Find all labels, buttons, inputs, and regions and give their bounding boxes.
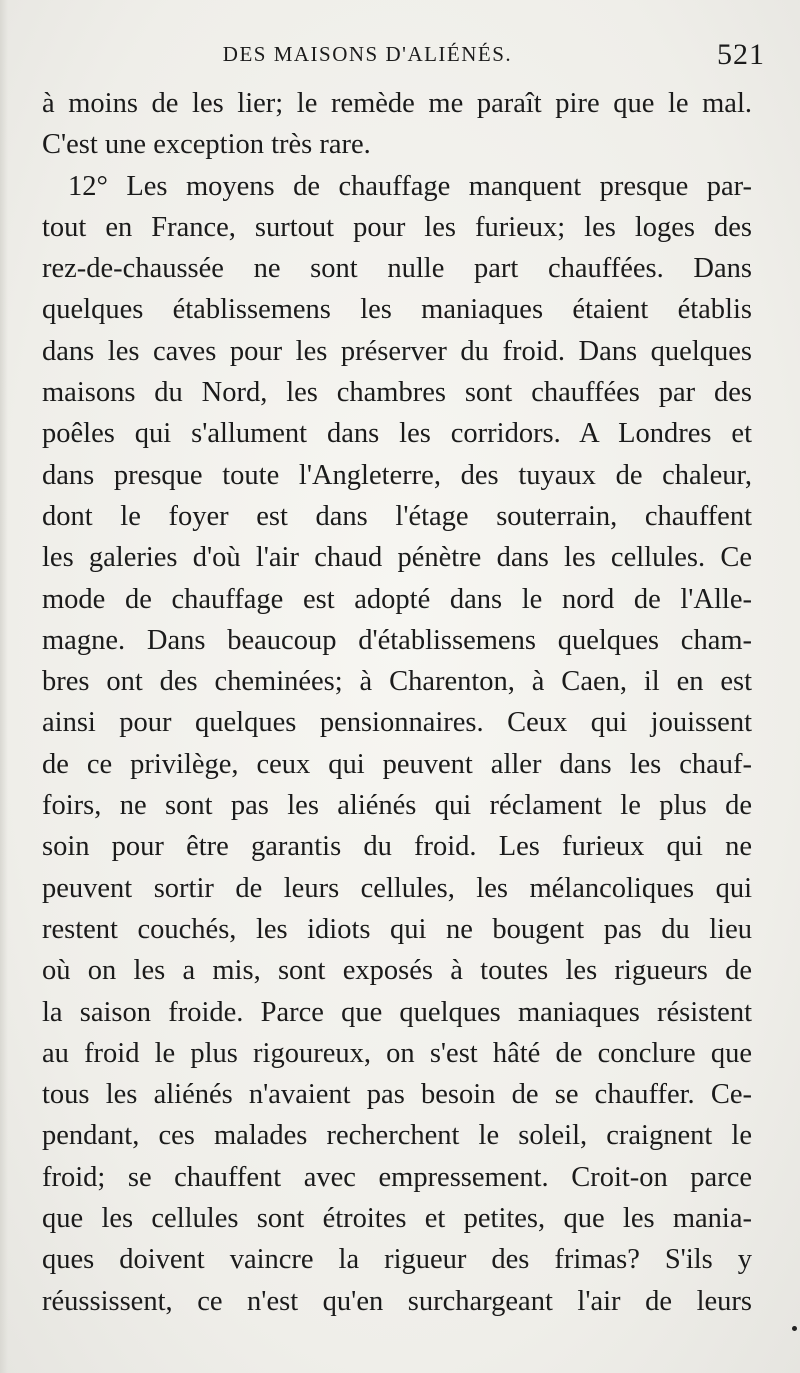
text-line: la saison froide. Parce que quelques maniaques résistent [42,996,752,1028]
text-line: bres ont des cheminées; à Charenton, à Caen, il en est [42,666,752,698]
page-edge-shadow [0,0,8,1373]
text-line: soin pour être garantis du froid. Les furieux qui ne [42,831,752,863]
text-line: C'est une exception très rare. [42,129,371,161]
text-line: que les cellules sont étroites et petites, que les mania- [42,1203,752,1235]
page-number: 521 [717,38,765,71]
text-line: poêles qui s'allument dans les corridors. A Londres et [42,418,752,450]
text-line: dont le foyer est dans l'étage souterrain, chauffent [42,500,752,532]
text-line: tout en France, surtout pour les furieux; les loges des [42,211,752,243]
text-line: froid; se chauffent avec empressement. Croit-on parce [42,1161,752,1193]
text-line: quelques établissemens les maniaques étaient établis [42,294,752,326]
text-line: dans presque toute l'Angleterre, des tuyaux de chaleur, [42,459,752,491]
text-line: réussissent, ce n'est qu'en surchargeant l'air de leurs [42,1285,752,1317]
text-line: magne. Dans beaucoup d'établissemens quelques cham- [42,624,752,656]
text-line: peuvent sortir de leurs cellules, les mélancoliques qui [42,872,752,904]
text-line: maisons du Nord, les chambres sont chauffées par des [42,377,752,409]
text-line: foirs, ne sont pas les aliénés qui réclament le plus de [42,790,752,822]
running-title: DES MAISONS D'ALIÉNÉS. [222,42,513,66]
page-header [40,38,765,74]
body-text [42,83,752,1322]
text-line: où on les a mis, sont exposés à toutes les rigueurs de [42,955,752,987]
text-line: mode de chauffage est adopté dans le nord de l'Alle- [42,583,752,615]
text-line: au froid le plus rigoureux, on s'est hâté de conclure que [42,1037,752,1069]
text-line: de ce privilège, ceux qui peuvent aller dans les chauf- [42,748,752,780]
text-line: rez-de-chaussée ne sont nulle part chauffées. Dans [42,253,752,285]
paragraph-start-line: 12° Les moyens de chauffage manquent presque par- [68,170,752,202]
ink-speck [792,1326,797,1331]
text-line: les galeries d'où l'air chaud pénètre dans les cellules. Ce [42,542,752,574]
text-line: dans les caves pour les préserver du froid. Dans quelques [42,335,752,367]
text-line: à moins de les lier; le remède me paraît pire que le mal. [42,88,752,119]
text-line: ainsi pour quelques pensionnaires. Ceux qui jouissent [42,707,752,739]
text-line: ques doivent vaincre la rigueur des frimas? S'ils y [42,1244,752,1276]
text-line: pendant, ces malades recherchent le soleil, craignent le [42,1120,752,1152]
text-line: tous les aliénés n'avaient pas besoin de se chauffer. Ce- [42,1079,752,1111]
text-line: restent couchés, les idiots qui ne bougent pas du lieu [42,913,752,945]
